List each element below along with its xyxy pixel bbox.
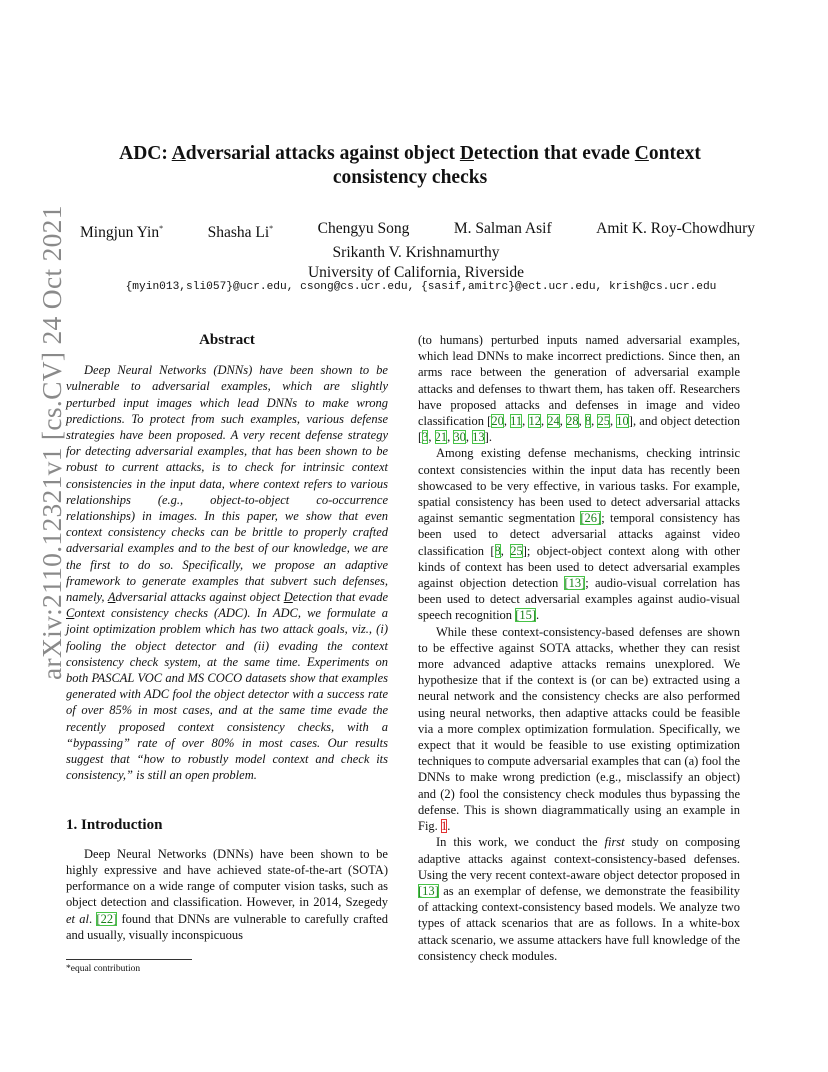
author-name: Amit K. Roy-Chowdhury	[596, 220, 755, 237]
author-block	[60, 219, 772, 283]
section-heading-introduction: 1. Introduction	[66, 817, 163, 834]
citation-link[interactable]: [22]	[96, 911, 118, 926]
author-name: Srikanth V. Krishnamurthy	[332, 244, 500, 262]
affiliation: University of California, Riverside	[307, 264, 525, 282]
author-emails: {myin013,sli057}@ucr.edu, csong@cs.ucr.edu, {sasif,amitrc}@ect.ucr.edu, krish@cs.ucr.edu	[125, 281, 717, 293]
figure-link[interactable]: 1	[440, 819, 448, 834]
body-paragraph: Among existing defense mechanisms, checking intrinsic context consistencies within the input data has recently been showcased to be very effective, in various tasks. For example, spatial consistency has been used to detect adversarial attacks against semantic segmentation [26]; temporal consistency has been used to detect adversarial attacks against video classification [8, 25]; object-object context along with other kinds of context has been used to detect adversarial examples against objection detection [13]; audio-visual correlation has been used to detect adversarial examples against audio-visual speech recognition [15].	[418, 446, 740, 623]
citation-link[interactable]: 8	[584, 414, 592, 429]
citation-link[interactable]: 11	[510, 414, 523, 429]
author-name: Mingjun Yin*	[80, 224, 164, 242]
citation-link[interactable]: [13]	[564, 576, 586, 591]
citation-link[interactable]: 3	[422, 430, 429, 445]
abstract-text: Deep Neural Networks (DNNs) have been shown to be vulnerable to adversarial examples, which are slightly perturbed input images which lead DNNs to make wrong predictions. To protect from such examples, various defense strategies have been proposed. A very recent defense strategy for detecting adversarial examples, that has been shown to be robust to current attacks, is to check for intrinsic context consistencies in the input data, where context refers to various relationships (e.g., object-to-object co-occurrence relationships) in images. In this paper, we show that even context consistency checks can be brittle to properly crafted adversarial examples and to the best of our knowledge, we are the first to do so. Specifically, we propose an adaptive framework to generate examples that subvert such defenses, namely, Adversarial attacks against object Detection that evade Context consistency checks (ADC). In ADC, we formulate a joint optimization problem which has two attack goals, viz., (i) fooling the object detector and (ii) evading the context consistency check system, at the same time. Experiments on both PASCAL VOC and MS COCO datasets show that examples generated with ADC fool the object detector with a success rate of over 85% in most cases, and at the same time evade the recently proposed context consistency checks, with a “bypassing” rate of over 80% in most cases. Our results suggest that “how to robustly model context and check its consistency,” is still an open problem.	[66, 363, 388, 783]
arxiv-stamp: arXiv:2110.12321v1 [cs.CV] 24 Oct 2021	[36, 205, 67, 680]
author-name: Shasha Li*	[207, 224, 274, 242]
footnote-rule	[66, 959, 192, 960]
left-column	[66, 332, 388, 975]
author-name: M. Salman Asif	[453, 220, 552, 237]
citation-link[interactable]: 21	[434, 430, 448, 445]
citation-link[interactable]: [26]	[580, 511, 602, 526]
paper-title: ADC: Adversarial attacks against object Detection that evade Context consistency checks	[119, 143, 701, 188]
body-paragraph: While these context-consistency-based defenses are shown to be effective against SOTA attacks, whether they can resist more advanced adaptive attacks remains unexplored. We hypothesize that if the context is (or can be) extracted using a neural network and the consistency checks are also performed using neural networks, then adaptive attacks could be feasible via a more complex optimization formulation. Specifically, we expect that it would be feasible to use existing optimization techniques to compute adversarial examples that can (a) fool the DNNs to make wrong prediction (e.g., misclassify an object) and (2) fool the consistency check modules thus bypassing the defense. This is shown diagrammatically using an example in Fig. 1.	[418, 624, 740, 834]
citation-link[interactable]: 25	[597, 414, 610, 429]
citation-link[interactable]: 10	[616, 414, 629, 429]
citation-link[interactable]: 28	[566, 414, 579, 429]
author-name: Chengyu Song	[317, 220, 410, 237]
right-column	[418, 332, 740, 964]
body-paragraph: (to humans) perturbed inputs named adversarial examples, which lead DNNs to make incorrect predictions. Since then, an arms race between the generation of adversarial example attacks and defenses to thwart them, has taken off. Researchers have proposed attacks and defenses in image and video classification [20, 11, 12, 24, 28, 8, 25, 10], and object detection [3, 21, 30, 13].	[418, 333, 741, 445]
citation-link[interactable]: 12	[528, 414, 541, 429]
intro-paragraph: Deep Neural Networks (DNNs) have been shown to be highly expressive and have achieved state-of-the-art (SOTA) performance on a wide range of computer vision tasks, such as object detection and classification. However, in 2014, Szegedy et al. [22] found that DNNs are vulnerable to carefully crafted and usually, visually inconspicuous	[66, 846, 389, 942]
citation-link[interactable]: [15]	[515, 608, 537, 623]
citation-link[interactable]: [13]	[418, 883, 439, 898]
citation-link[interactable]: 25	[510, 543, 523, 558]
citation-link[interactable]: 8	[494, 543, 501, 558]
citation-link[interactable]: 30	[453, 430, 466, 445]
paper-title-line2: consistency checks	[332, 166, 488, 188]
body-paragraph: In this work, we conduct the first study on composing adaptive attacks against context-consistency-based defenses. Using the very recent context-aware object detector proposed in [13] as an exemplar of defense, we demonstrate the feasibility of attacking context-consistency based models. We analyze two types of attack scenarios that are as follows. In a white-box attack scenario, we assume attackers have full knowledge of the consistency check modules.	[418, 835, 740, 963]
citation-link[interactable]: 13	[472, 430, 485, 445]
citation-link[interactable]: 24	[547, 414, 560, 429]
footnote: *equal contribution	[66, 963, 141, 974]
citation-link[interactable]: 20	[491, 414, 504, 429]
abstract-heading: Abstract	[199, 332, 255, 348]
